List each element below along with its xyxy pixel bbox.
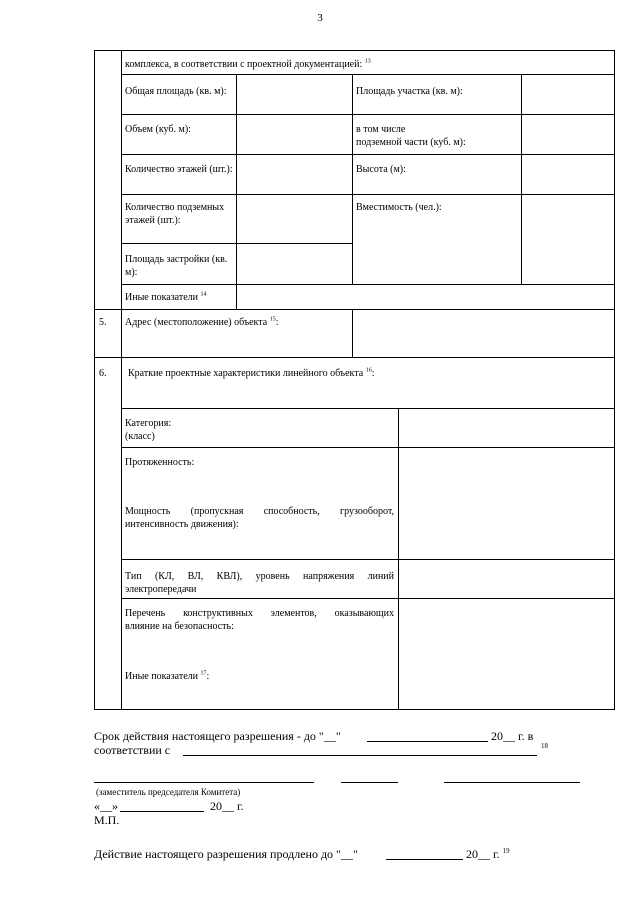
section-divider [94,309,615,310]
section6-number: 6. [99,368,107,379]
col-divider [352,74,353,284]
col-divider [236,74,237,284]
structural-elements-label: Перечень конструктивных элементов, оказывающих влияние на безопасность: [125,608,394,632]
validity-line: Срок действия настоящего разрешения - до "__" [94,729,341,743]
linear-object-label: Краткие проектные характеристики линейного объекта $^{16}$: [128,367,375,379]
signature-date: «__» [94,799,118,813]
seal-mark: М.П. [94,813,120,827]
address-label: Адрес (местоположение) объекта $^{15}$: [125,316,279,328]
row-divider [121,408,615,409]
table-bottom [94,709,615,710]
page-number: 3 [317,12,323,24]
power-label: Мощность (пропускная способность, грузооборот, интенсивность движения): [125,506,394,530]
col-divider [521,74,522,284]
row-divider [121,559,615,560]
extension-year: 20__ г. $^{19}$ [466,847,510,861]
length-label: Протяженность: [125,457,195,468]
extension-date-blank [386,859,463,860]
extension-line: Действие настоящего разрешения продлено до "__" [94,847,358,861]
line-type-label: Тип (КЛ, ВЛ, КВЛ), уровень напряжения линий электропередачи [125,571,394,595]
table-border-left [94,50,95,710]
floors-label: Количество этажей (шт.): [125,164,233,175]
row-divider [121,114,615,115]
section4-header: комплекса, в соответствии с проектной документацией: $^{13}$ [125,58,371,70]
row-divider [121,74,615,75]
table-border-right [614,50,615,710]
height-label: Высота (м): [356,164,406,175]
signatory-caption: (заместитель председателя Комитета) [96,787,241,797]
row-divider [121,598,615,599]
note-18: 18 [541,742,548,750]
plot-area-label: Площадь участка (кв. м): [356,86,463,97]
other-indicators-linear-label: Иные показатели $^{17}$: [125,670,210,682]
other-indicators-label: Иные показатели $^{14}$ [125,291,207,303]
accordance-line: соответствии с [94,743,171,757]
capacity-label: Вместимость (чел.): [356,202,442,213]
underground-floors-label: Количество подземных этажей (шт.): [125,202,225,226]
row-divider [121,447,615,448]
building-area-label: Площадь застройки (кв. м): [125,254,228,278]
total-area-label: Общая площадь (кв. м): [125,86,227,97]
col-divider [398,408,399,709]
col-divider [236,284,237,309]
signature-line [341,782,398,783]
section5-number: 5. [99,317,107,328]
col-divider [352,309,353,357]
row-divider [121,194,615,195]
volume-label: Объем (куб. м): [125,124,191,135]
validity-date-blank [367,741,488,742]
validity-year: 20__ г. в [491,729,534,743]
row-divider [121,154,615,155]
section-divider [94,357,615,358]
signature-date-blank [120,811,204,812]
signatory-name-line [444,782,580,783]
category-label: Категория: (класс) [125,418,172,442]
accordance-blank [183,755,537,756]
signature-year: 20__ г. [210,799,244,813]
underground-volume-label: в том числе подземной части (куб. м): [356,124,466,148]
number-column-divider [121,50,122,710]
signatory-position-line [94,782,314,783]
row-divider [121,284,615,285]
table-top [94,50,615,51]
